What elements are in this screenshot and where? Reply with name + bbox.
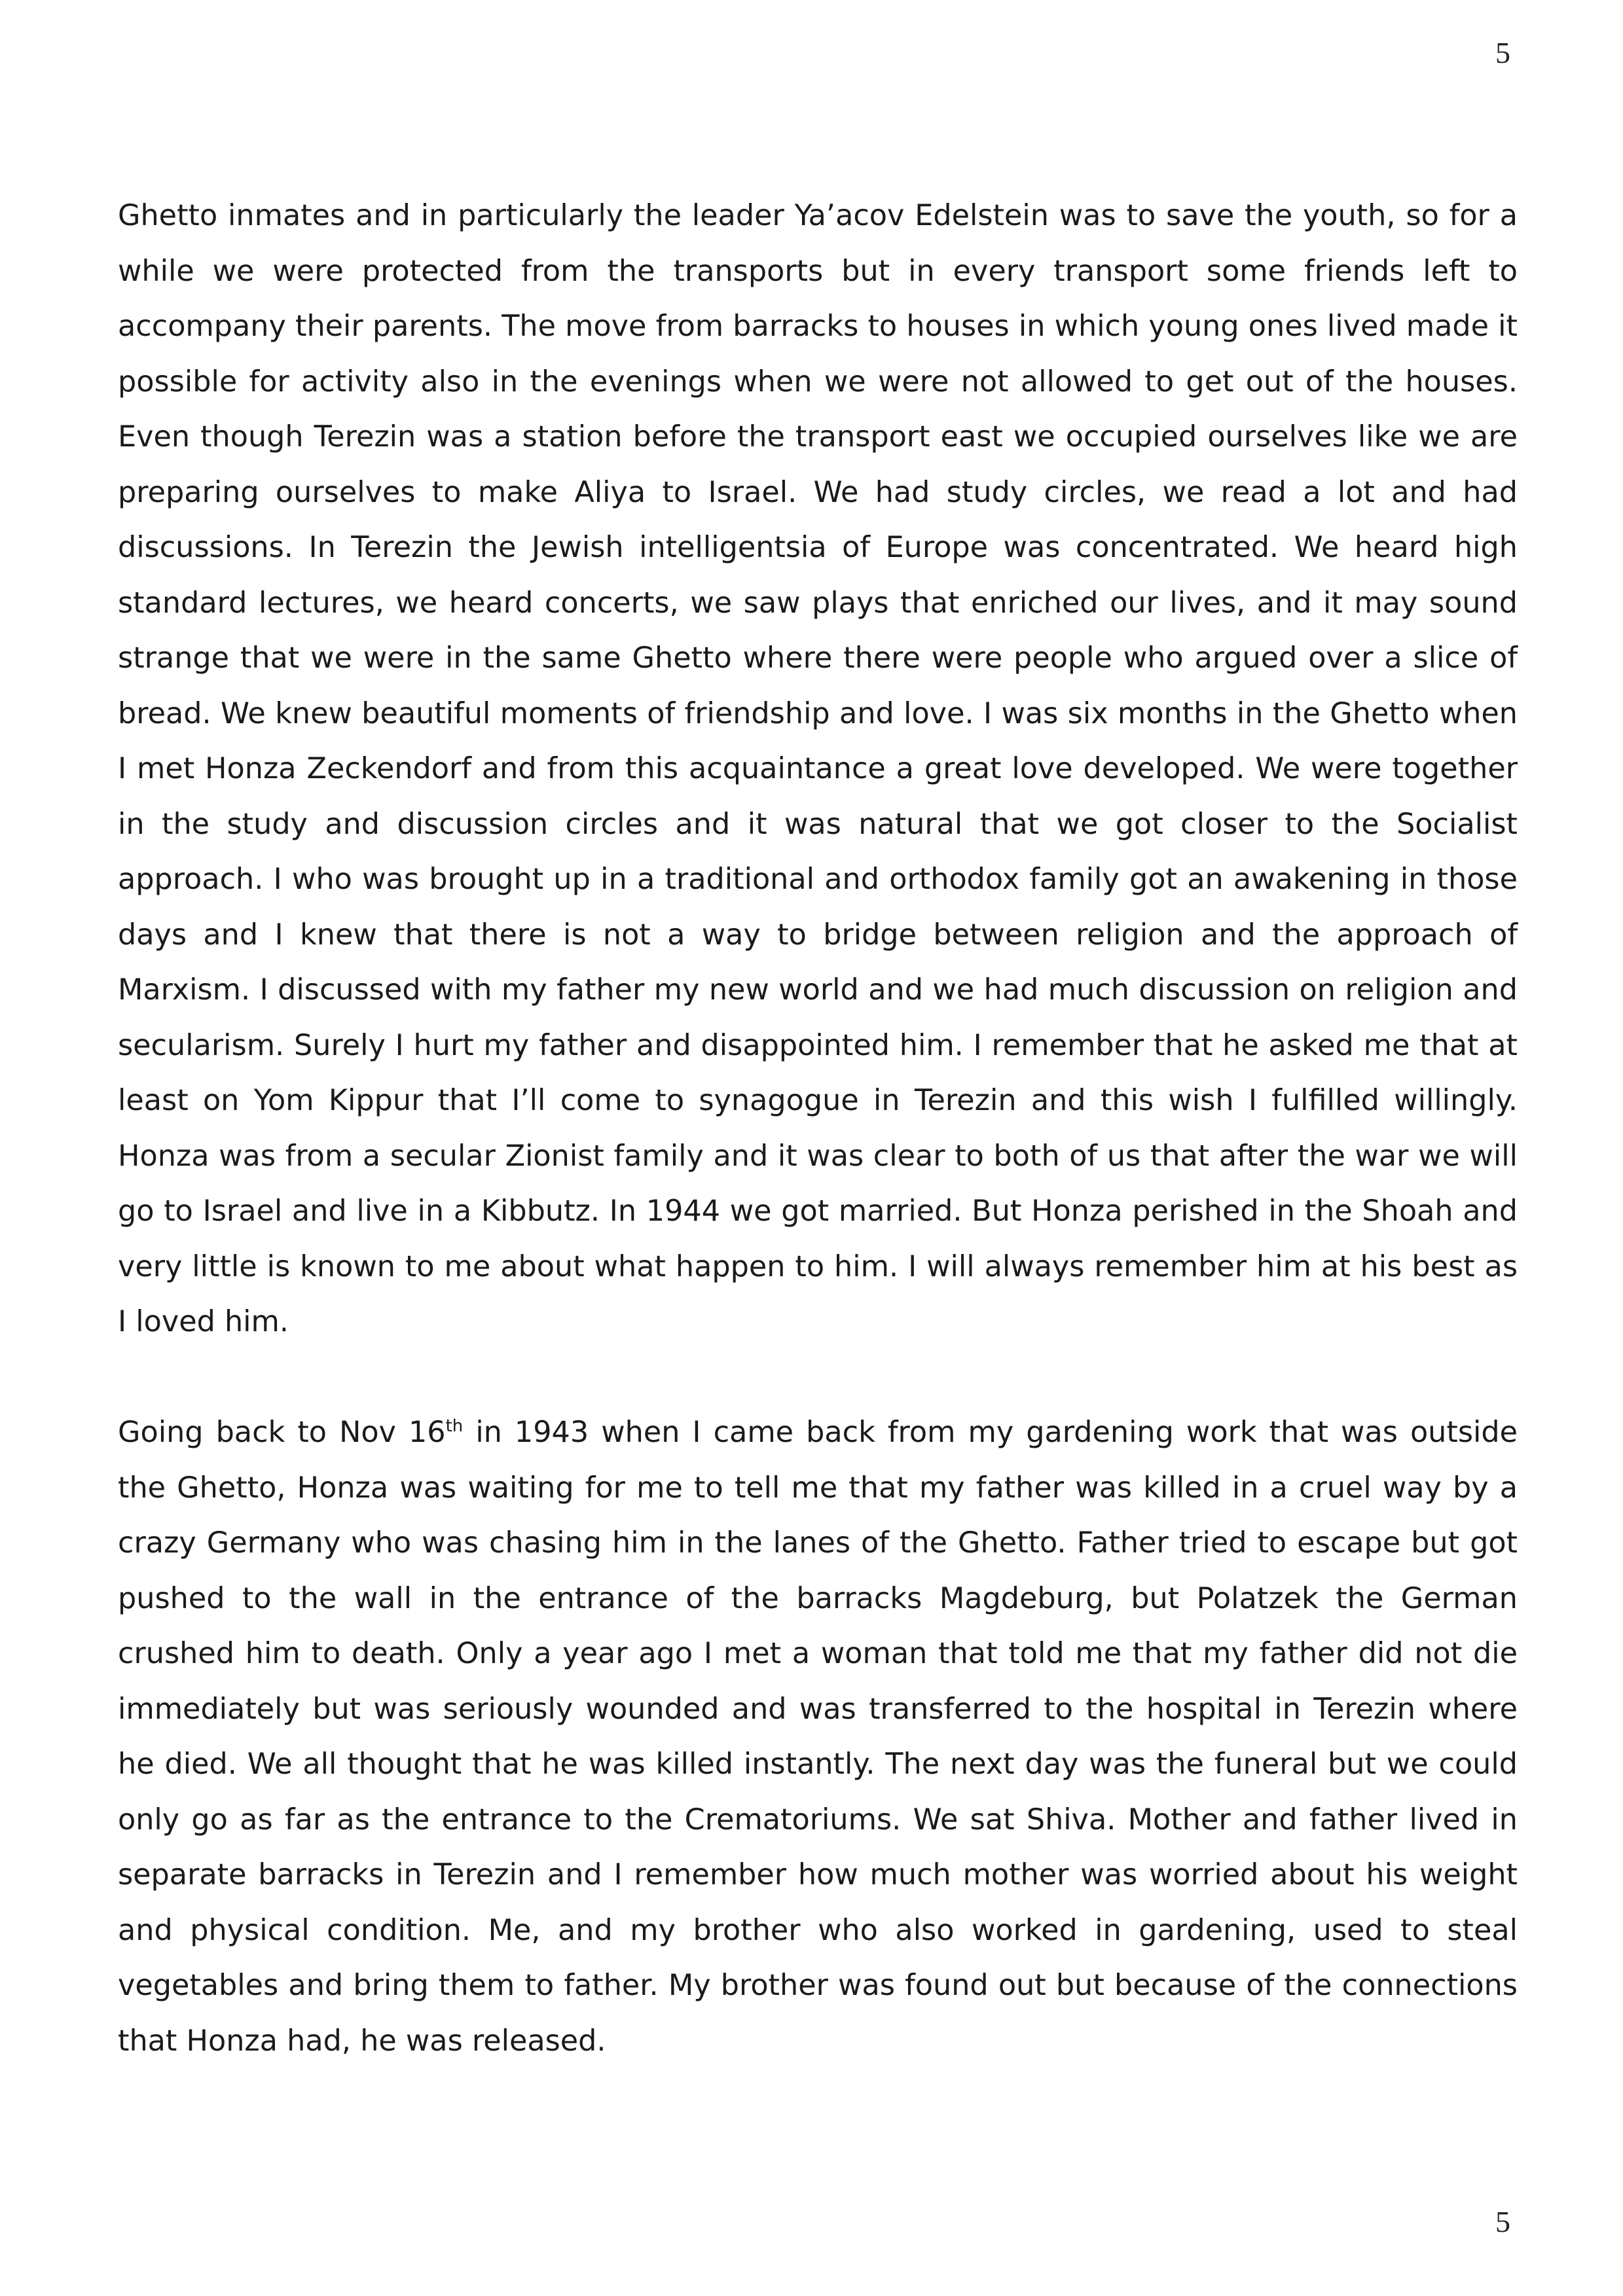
paragraph-1: Ghetto inmates and in particularly the leader Ya’acov Edelstein was to save the youth, so for a while we were protected from the transports but in every transport some friends left to accompany their parents. The move from barracks to houses in which young ones lived made it possible for activity also in the evenings when we were not allowed to get out of the houses. Even though Terezin was a station before the transport east we occupied ourselves like we are preparing ourselves to make Aliya to Israel. We had study circles, we read a lot and had discussions. In Terezin the Jewish intelligentsia of Europe was concentrated. We heard high standard lectures, we heard concerts, we saw plays that enriched our lives, and it may sound strange that we were in the same Ghetto where there were people who argued over a slice of bread. We knew beautiful moments of friendship and love. I was six months in the Ghetto when I met Honza Zeckendorf and from this acquaintance a great love developed. We were together in the study and discussion circles and it was natural that we got closer to the Socialist approach. I who was brought up in a traditional and orthodox family got an awakening in those days and I knew that there is not a way to bridge between religion and the approach of Marxism. I discussed with my father my new world and we had much discussion on religion and secularism. Surely I hurt my father and disappointed him. I remember that he asked me that at least on Yom Kippur that I’ll come to synagogue in Terezin and this wish I fulfilled willingly. Honza was from a secular Zionist family and it was clear to both of us that after the war we will go to Israel and live in a Kibbutz. In 1944 we got married. But Honza perished in the Shoah and very little is known to me about what happen to him. I will always remember him at his best as I loved him.	[118, 199, 1518, 1338]
page-number-top: 5	[1495, 36, 1510, 69]
paragraph-2	[118, 1405, 1518, 2069]
paragraph-2-start: Going back to Nov 16	[118, 1416, 446, 1449]
ordinal-suffix: th	[445, 1416, 464, 1437]
paragraph-2-rest: in 1943 when I came back from my gardening work that was outside the Ghetto, Honza was waiting for me to tell me that my father was killed in a cruel way by a crazy Germany who was chasing him in the lanes of the Ghetto. Father tried to escape but got pushed to the wall in the entrance of the barracks Magdeburg, but Polatzek the German crushed him to death. Only a year ago I met a woman that told me that my father did not die immediately but was seriously wounded and was transferred to the hospital in Terezin where he died. We all thought that he was killed instantly. The next day was the funeral but we could only go as far as the entrance to the Crematoriums. We sat Shiva. Mother and father lived in separate barracks in Terezin and I remember how much mother was worried about his weight and physical condition. Me, and my brother who also worked in gardening, used to steal vegetables and bring them to father. My brother was found out but because of the connections that Honza had, he was released.	[118, 1416, 1518, 2058]
document-body	[118, 188, 1518, 2069]
page-number-bottom: 5	[1495, 2205, 1510, 2238]
